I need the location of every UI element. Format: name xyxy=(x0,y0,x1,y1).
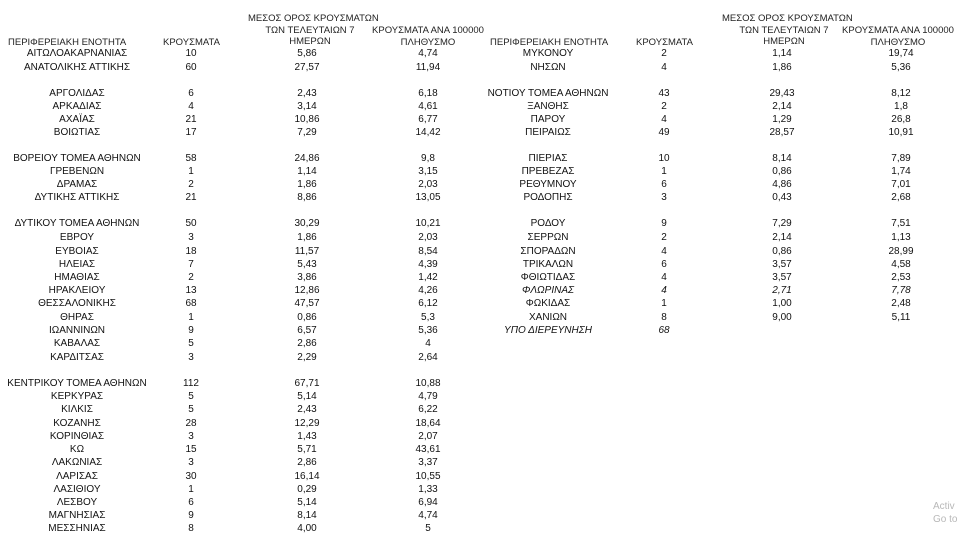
right-cell-region: ΝΟΤΙΟΥ ΤΟΜΕΑ ΑΘΗΝΩΝ xyxy=(487,88,609,99)
left-cell-per100k: 2,64 xyxy=(418,352,438,363)
left-row xyxy=(0,418,960,430)
right-cell-region: ΡΕΘΥΜΝΟΥ xyxy=(519,179,577,190)
right-row xyxy=(0,114,960,126)
left-cell-region: ΜΕΣΣΗΝΙΑΣ xyxy=(48,523,106,534)
right-cell-cases: 4 xyxy=(661,272,667,283)
right-row xyxy=(0,218,960,230)
right-header-avg-line2: ΤΩΝ ΤΕΛΕΥΤΑΙΩΝ 7 xyxy=(739,24,829,36)
left-cell-per100k: 6,12 xyxy=(418,298,438,309)
left-cell-cases: 1 xyxy=(188,312,194,323)
left-cell-per100k: 4,26 xyxy=(418,285,438,296)
right-row xyxy=(0,179,960,191)
right-cell-cases: 2 xyxy=(661,101,667,112)
left-cell-region: ΛΑΡΙΣΑΣ xyxy=(56,471,98,482)
left-cell-avg: 11,57 xyxy=(294,246,320,257)
left-cell-region: ΔΡΑΜΑΣ xyxy=(56,179,98,190)
left-cell-per100k: 1,33 xyxy=(418,484,438,495)
left-cell-avg: 8,86 xyxy=(297,192,317,203)
left-cell-region: ΚΑΒΑΛΑΣ xyxy=(53,338,101,349)
left-cell-per100k: 11,94 xyxy=(415,62,441,73)
right-cell-avg: 0,43 xyxy=(772,192,792,203)
left-cell-avg: 5,71 xyxy=(297,444,317,455)
left-cell-avg: 8,14 xyxy=(297,510,317,521)
left-cell-avg: 12,29 xyxy=(294,418,320,429)
left-cell-per100k: 9,8 xyxy=(421,153,435,164)
right-cell-cases: 10 xyxy=(658,153,670,164)
left-cell-region: ΘΕΣΣΑΛΟΝΙΚΗΣ xyxy=(38,298,116,309)
left-row xyxy=(0,391,960,403)
left-cell-cases: 58 xyxy=(185,153,197,164)
left-cell-region: ΑΝΑΤΟΛΙΚΗΣ ΑΤΤΙΚΗΣ xyxy=(23,62,131,73)
left-cell-cases: 5 xyxy=(188,338,194,349)
left-cell-avg: 3,86 xyxy=(297,272,317,283)
right-cell-cases: 2 xyxy=(661,232,667,243)
left-row xyxy=(0,484,960,496)
left-cell-cases: 30 xyxy=(185,471,197,482)
left-header-per100k xyxy=(365,25,491,48)
left-cell-per100k: 8,54 xyxy=(418,246,438,257)
left-header-per100k-line2: ΠΛΗΘΥΣΜΟ xyxy=(400,36,456,48)
right-cell-avg: 0,86 xyxy=(772,166,792,177)
left-cell-avg: 3,14 xyxy=(297,101,317,112)
right-cell-avg: 1,14 xyxy=(772,48,792,59)
left-cell-region: ΛΑΣΙΘΙΟΥ xyxy=(53,484,101,495)
right-cell-cases: 1 xyxy=(661,298,667,309)
right-cell-per100k: 1,13 xyxy=(891,232,911,243)
right-row xyxy=(0,48,960,60)
right-cell-cases: 6 xyxy=(661,179,667,190)
left-cell-region: ΙΩΑΝΝΙΝΩΝ xyxy=(48,325,106,336)
left-cell-region: ΑΡΚΑΔΙΑΣ xyxy=(52,101,102,112)
right-cell-cases: 43 xyxy=(658,88,670,99)
left-cell-avg: 2,86 xyxy=(297,338,317,349)
left-row xyxy=(0,523,960,535)
left-cell-avg: 6,57 xyxy=(297,325,317,336)
right-cell-region: ΠΕΙΡΑΙΩΣ xyxy=(525,127,571,138)
right-cell-region: ΝΗΣΩΝ xyxy=(530,62,566,73)
right-cell-per100k: 1,8 xyxy=(894,101,908,112)
left-row xyxy=(0,497,960,509)
left-row xyxy=(0,510,960,522)
right-row xyxy=(0,325,960,337)
right-header-per100k-line1: ΚΡΟΥΣΜΑΤΑ ΑΝΑ 100000 xyxy=(842,25,954,36)
left-cell-avg: 30,29 xyxy=(294,218,320,229)
right-cell-region: ΡΟΔΟΠΗΣ xyxy=(523,192,573,203)
right-cell-per100k: 2,68 xyxy=(891,192,911,203)
right-cell-avg: 7,29 xyxy=(772,218,792,229)
right-row xyxy=(0,312,960,324)
left-cell-per100k: 5 xyxy=(425,523,431,534)
left-cell-cases: 1 xyxy=(188,166,194,177)
left-cell-cases: 21 xyxy=(185,192,197,203)
left-row xyxy=(0,471,960,483)
right-row xyxy=(0,259,960,271)
left-cell-per100k: 4,79 xyxy=(418,391,438,402)
left-cell-cases: 3 xyxy=(188,431,194,442)
left-row xyxy=(0,444,960,456)
left-cell-cases: 60 xyxy=(185,62,197,73)
right-cell-avg: 3,57 xyxy=(772,259,792,270)
left-cell-region: ΗΡΑΚΛΕΙΟΥ xyxy=(48,285,106,296)
left-cell-cases: 28 xyxy=(185,418,197,429)
left-cell-cases: 3 xyxy=(188,457,194,468)
right-cell-avg: 3,57 xyxy=(772,272,792,283)
right-row xyxy=(0,101,960,113)
left-cell-region: ΛΕΣΒΟΥ xyxy=(56,497,98,508)
left-cell-avg: 5,14 xyxy=(297,497,317,508)
left-cell-region: ΒΟΡΕΙΟΥ ΤΟΜΕΑ ΑΘΗΝΩΝ xyxy=(13,153,141,164)
left-cell-region: ΚΕΝΤΡΙΚΟΥ ΤΟΜΕΑ ΑΘΗΝΩΝ xyxy=(7,378,147,389)
left-cell-per100k: 2,07 xyxy=(418,431,438,442)
left-cell-avg: 5,43 xyxy=(297,259,317,270)
right-cell-avg: 29,43 xyxy=(769,88,795,99)
right-cell-cases: 4 xyxy=(661,246,667,257)
left-cell-avg: 1,43 xyxy=(297,431,317,442)
left-cell-avg: 5,14 xyxy=(297,391,317,402)
left-row xyxy=(0,404,960,416)
left-cell-per100k: 4,74 xyxy=(418,48,438,59)
left-cell-region: ΛΑΚΩΝΙΑΣ xyxy=(51,457,103,468)
left-cell-per100k: 4 xyxy=(425,338,431,349)
right-cell-region: ΦΛΩΡΙΝΑΣ xyxy=(522,285,574,296)
right-cell-per100k: 28,99 xyxy=(888,246,914,257)
right-row xyxy=(0,166,960,178)
right-cell-cases: 3 xyxy=(661,192,667,203)
right-cell-avg: 4,86 xyxy=(772,179,792,190)
left-cell-region: ΗΜΑΘΙΑΣ xyxy=(54,272,100,283)
left-cell-per100k: 4,74 xyxy=(418,510,438,521)
right-cell-cases: 4 xyxy=(661,114,667,125)
left-cell-cases: 9 xyxy=(188,325,194,336)
right-header-avg xyxy=(722,13,853,48)
right-cell-avg: 2,14 xyxy=(772,101,792,112)
left-row xyxy=(0,352,960,364)
left-cell-per100k: 13,05 xyxy=(415,192,441,203)
left-cell-per100k: 6,77 xyxy=(418,114,438,125)
left-header-cases: ΚΡΟΥΣΜΑΤΑ xyxy=(163,37,220,48)
left-cell-per100k: 6,18 xyxy=(418,88,438,99)
right-cell-per100k: 2,48 xyxy=(891,298,911,309)
left-cell-region: ΑΡΓΟΛΙΔΑΣ xyxy=(49,88,105,99)
left-cell-per100k: 18,64 xyxy=(415,418,441,429)
left-cell-per100k: 14,42 xyxy=(415,127,441,138)
right-row xyxy=(0,192,960,204)
left-cell-cases: 18 xyxy=(185,246,197,257)
left-cell-cases: 15 xyxy=(185,444,197,455)
left-cell-per100k: 3,37 xyxy=(418,457,438,468)
left-cell-cases: 4 xyxy=(188,101,194,112)
left-cell-per100k: 10,21 xyxy=(415,218,441,229)
left-cell-cases: 8 xyxy=(188,523,194,534)
left-cell-per100k: 4,39 xyxy=(418,259,438,270)
left-cell-avg: 0,86 xyxy=(297,312,317,323)
right-cell-avg: 9,00 xyxy=(772,312,792,323)
right-cell-per100k: 4,58 xyxy=(891,259,911,270)
left-row xyxy=(0,378,960,390)
left-cell-cases: 68 xyxy=(185,298,197,309)
right-cell-avg: 1,00 xyxy=(772,298,792,309)
left-cell-cases: 6 xyxy=(188,88,194,99)
right-cell-per100k: 7,78 xyxy=(891,285,911,296)
left-cell-per100k: 10,88 xyxy=(415,378,441,389)
left-cell-per100k: 3,15 xyxy=(418,166,438,177)
left-cell-region: ΓΡΕΒΕΝΩΝ xyxy=(49,166,105,177)
left-cell-avg: 27,57 xyxy=(294,62,320,73)
right-cell-cases: 4 xyxy=(661,62,667,73)
right-cell-per100k: 8,12 xyxy=(891,88,911,99)
left-cell-cases: 3 xyxy=(188,352,194,363)
right-cell-region: ΤΡΙΚΑΛΩΝ xyxy=(522,259,574,270)
left-cell-cases: 7 xyxy=(188,259,194,270)
left-cell-avg: 47,57 xyxy=(294,298,320,309)
left-cell-cases: 6 xyxy=(188,497,194,508)
left-cell-per100k: 5,36 xyxy=(418,325,438,336)
left-cell-region: ΚΙΛΚΙΣ xyxy=(61,404,93,415)
right-cell-avg: 2,71 xyxy=(772,285,792,296)
right-cell-per100k: 7,51 xyxy=(891,218,911,229)
left-row xyxy=(0,431,960,443)
left-cell-cases: 21 xyxy=(185,114,197,125)
right-cell-cases: 2 xyxy=(661,48,667,59)
left-cell-region: ΚΑΡΔΙΤΣΑΣ xyxy=(50,352,104,363)
left-cell-per100k: 43,61 xyxy=(415,444,441,455)
left-cell-avg: 2,86 xyxy=(297,457,317,468)
right-cell-per100k: 10,91 xyxy=(888,127,914,138)
right-cell-cases: 68 xyxy=(658,325,670,336)
right-cell-avg: 0,86 xyxy=(772,246,792,257)
left-cell-cases: 9 xyxy=(188,510,194,521)
left-cell-avg: 10,86 xyxy=(294,114,320,125)
left-cell-per100k: 6,22 xyxy=(418,404,438,415)
left-cell-region: ΚΟΡΙΝΘΙΑΣ xyxy=(49,431,105,442)
right-header-per100k-line2: ΠΛΗΘΥΣΜΟ xyxy=(870,36,926,48)
right-header-per100k xyxy=(836,25,960,48)
right-cell-avg: 2,14 xyxy=(772,232,792,243)
right-cell-cases: 8 xyxy=(661,312,667,323)
left-cell-cases: 5 xyxy=(188,404,194,415)
right-cell-avg: 28,57 xyxy=(769,127,795,138)
left-cell-avg: 5,86 xyxy=(297,48,317,59)
left-cell-avg: 4,00 xyxy=(297,523,317,534)
left-cell-avg: 67,71 xyxy=(294,378,320,389)
left-cell-cases: 112 xyxy=(183,378,199,389)
left-header-avg-line1: ΜΕΣΟΣ ΟΡΟΣ ΚΡΟΥΣΜΑΤΩΝ xyxy=(248,13,379,24)
left-cell-region: ΑΙΤΩΛΟΑΚΑΡΝΑΝΙΑΣ xyxy=(26,48,128,59)
left-cell-cases: 3 xyxy=(188,232,194,243)
right-cell-region: ΠΑΡΟΥ xyxy=(530,114,566,125)
left-cell-per100k: 5,3 xyxy=(421,312,435,323)
left-cell-per100k: 2,03 xyxy=(418,179,438,190)
left-cell-avg: 0,29 xyxy=(297,484,317,495)
left-cell-cases: 50 xyxy=(185,218,197,229)
left-cell-per100k: 1,42 xyxy=(418,272,438,283)
left-cell-region: ΗΛΕΙΑΣ xyxy=(58,259,96,270)
left-cell-avg: 16,14 xyxy=(294,471,320,482)
right-cell-cases: 6 xyxy=(661,259,667,270)
left-cell-region: ΚΕΡΚΥΡΑΣ xyxy=(50,391,104,402)
right-row xyxy=(0,153,960,165)
left-cell-avg: 1,14 xyxy=(297,166,317,177)
left-cell-region: ΜΑΓΝΗΣΙΑΣ xyxy=(48,510,106,521)
left-cell-avg: 12,86 xyxy=(294,285,320,296)
right-cell-per100k: 19,74 xyxy=(888,48,914,59)
right-cell-per100k: 7,89 xyxy=(891,153,911,164)
left-header-avg-line3: ΗΜΕΡΩΝ xyxy=(289,36,331,47)
left-cell-avg: 2,43 xyxy=(297,88,317,99)
right-row xyxy=(0,62,960,74)
right-cell-cases: 49 xyxy=(658,127,670,138)
left-cell-cases: 2 xyxy=(188,179,194,190)
right-cell-region: ΠΙΕΡΙΑΣ xyxy=(528,153,568,164)
left-header-avg xyxy=(248,13,379,48)
right-cell-per100k: 26,8 xyxy=(891,114,911,125)
left-cell-per100k: 2,03 xyxy=(418,232,438,243)
right-cell-region: ΞΑΝΘΗΣ xyxy=(527,101,569,112)
right-cell-avg: 1,29 xyxy=(772,114,792,125)
left-cell-per100k: 6,94 xyxy=(418,497,438,508)
left-cell-avg: 7,29 xyxy=(297,127,317,138)
right-cell-avg: 8,14 xyxy=(772,153,792,164)
left-cell-region: ΕΒΡΟΥ xyxy=(59,232,95,243)
right-cell-cases: 9 xyxy=(661,218,667,229)
right-header-cases: ΚΡΟΥΣΜΑΤΑ xyxy=(636,37,693,48)
right-cell-region: ΣΕΡΡΩΝ xyxy=(527,232,569,243)
left-cell-per100k: 4,61 xyxy=(418,101,438,112)
left-cell-cases: 17 xyxy=(185,127,197,138)
left-cell-region: ΒΟΙΩΤΙΑΣ xyxy=(53,127,101,138)
right-cell-region: ΥΠΟ ΔΙΕΡΕΥΝΗΣΗ xyxy=(504,325,592,336)
left-cell-cases: 2 xyxy=(188,272,194,283)
right-cell-region: ΣΠΟΡΑΔΩΝ xyxy=(520,246,576,257)
right-header-avg-line1: ΜΕΣΟΣ ΟΡΟΣ ΚΡΟΥΣΜΑΤΩΝ xyxy=(722,13,853,24)
right-cell-per100k: 7,01 xyxy=(891,179,911,190)
right-header-region: ΠΕΡΙΦΕΡΕΙΑΚΗ ΕΝΟΤΗΤΑ xyxy=(490,37,609,48)
left-cell-avg: 24,86 xyxy=(294,153,320,164)
right-cell-region: ΦΘΙΩΤΙΔΑΣ xyxy=(520,272,576,283)
activation-watermark-line2: Go to xyxy=(933,514,958,525)
left-cell-cases: 5 xyxy=(188,391,194,402)
left-cell-cases: 10 xyxy=(185,48,197,59)
left-cell-avg: 2,43 xyxy=(297,404,317,415)
right-cell-region: ΜΥΚΟΝΟΥ xyxy=(522,48,574,59)
left-cell-region: ΚΟΖΑΝΗΣ xyxy=(53,418,101,429)
left-header-region: ΠΕΡΙΦΕΡΕΙΑΚΗ ΕΝΟΤΗΤΑ xyxy=(8,37,127,48)
left-cell-region: ΕΥΒΟΙΑΣ xyxy=(55,246,99,257)
right-row xyxy=(0,298,960,310)
right-row xyxy=(0,285,960,297)
right-row xyxy=(0,232,960,244)
left-cell-per100k: 10,55 xyxy=(415,471,441,482)
right-header-avg-line3: ΗΜΕΡΩΝ xyxy=(763,36,805,47)
left-cell-region: ΘΗΡΑΣ xyxy=(60,312,94,323)
left-cell-avg: 1,86 xyxy=(297,232,317,243)
right-cell-per100k: 5,11 xyxy=(891,312,911,323)
right-cell-region: ΠΡΕΒΕΖΑΣ xyxy=(521,166,575,177)
left-cell-region: ΔΥΤΙΚΟΥ ΤΟΜΕΑ ΑΘΗΝΩΝ xyxy=(14,218,140,229)
right-cell-avg: 1,86 xyxy=(772,62,792,73)
right-row xyxy=(0,88,960,100)
left-row xyxy=(0,457,960,469)
right-cell-per100k: 2,53 xyxy=(891,272,911,283)
left-header-avg-line2: ΤΩΝ ΤΕΛΕΥΤΑΙΩΝ 7 xyxy=(265,24,355,36)
right-cell-cases: 4 xyxy=(661,285,667,296)
left-cell-avg: 1,86 xyxy=(297,179,317,190)
right-cell-per100k: 1,74 xyxy=(891,166,911,177)
left-cell-cases: 13 xyxy=(185,285,197,296)
right-row xyxy=(0,246,960,258)
right-cell-region: ΧΑΝΙΩΝ xyxy=(528,312,568,323)
left-cell-region: ΔΥΤΙΚΗΣ ΑΤΤΙΚΗΣ xyxy=(34,192,120,203)
left-cell-cases: 1 xyxy=(188,484,194,495)
left-header-per100k-line1: ΚΡΟΥΣΜΑΤΑ ΑΝΑ 100000 xyxy=(372,25,484,36)
right-cell-cases: 1 xyxy=(661,166,667,177)
right-cell-per100k: 5,36 xyxy=(891,62,911,73)
left-cell-avg: 2,29 xyxy=(297,352,317,363)
right-cell-region: ΡΟΔΟΥ xyxy=(530,218,566,229)
left-cell-region: ΚΩ xyxy=(69,444,85,455)
left-cell-region: ΑΧΑΪΑΣ xyxy=(59,114,95,125)
right-cell-region: ΦΩΚΙΔΑΣ xyxy=(525,298,571,309)
activation-watermark-line1: Activ xyxy=(933,501,955,512)
right-row xyxy=(0,272,960,284)
right-row xyxy=(0,127,960,139)
left-row xyxy=(0,338,960,350)
